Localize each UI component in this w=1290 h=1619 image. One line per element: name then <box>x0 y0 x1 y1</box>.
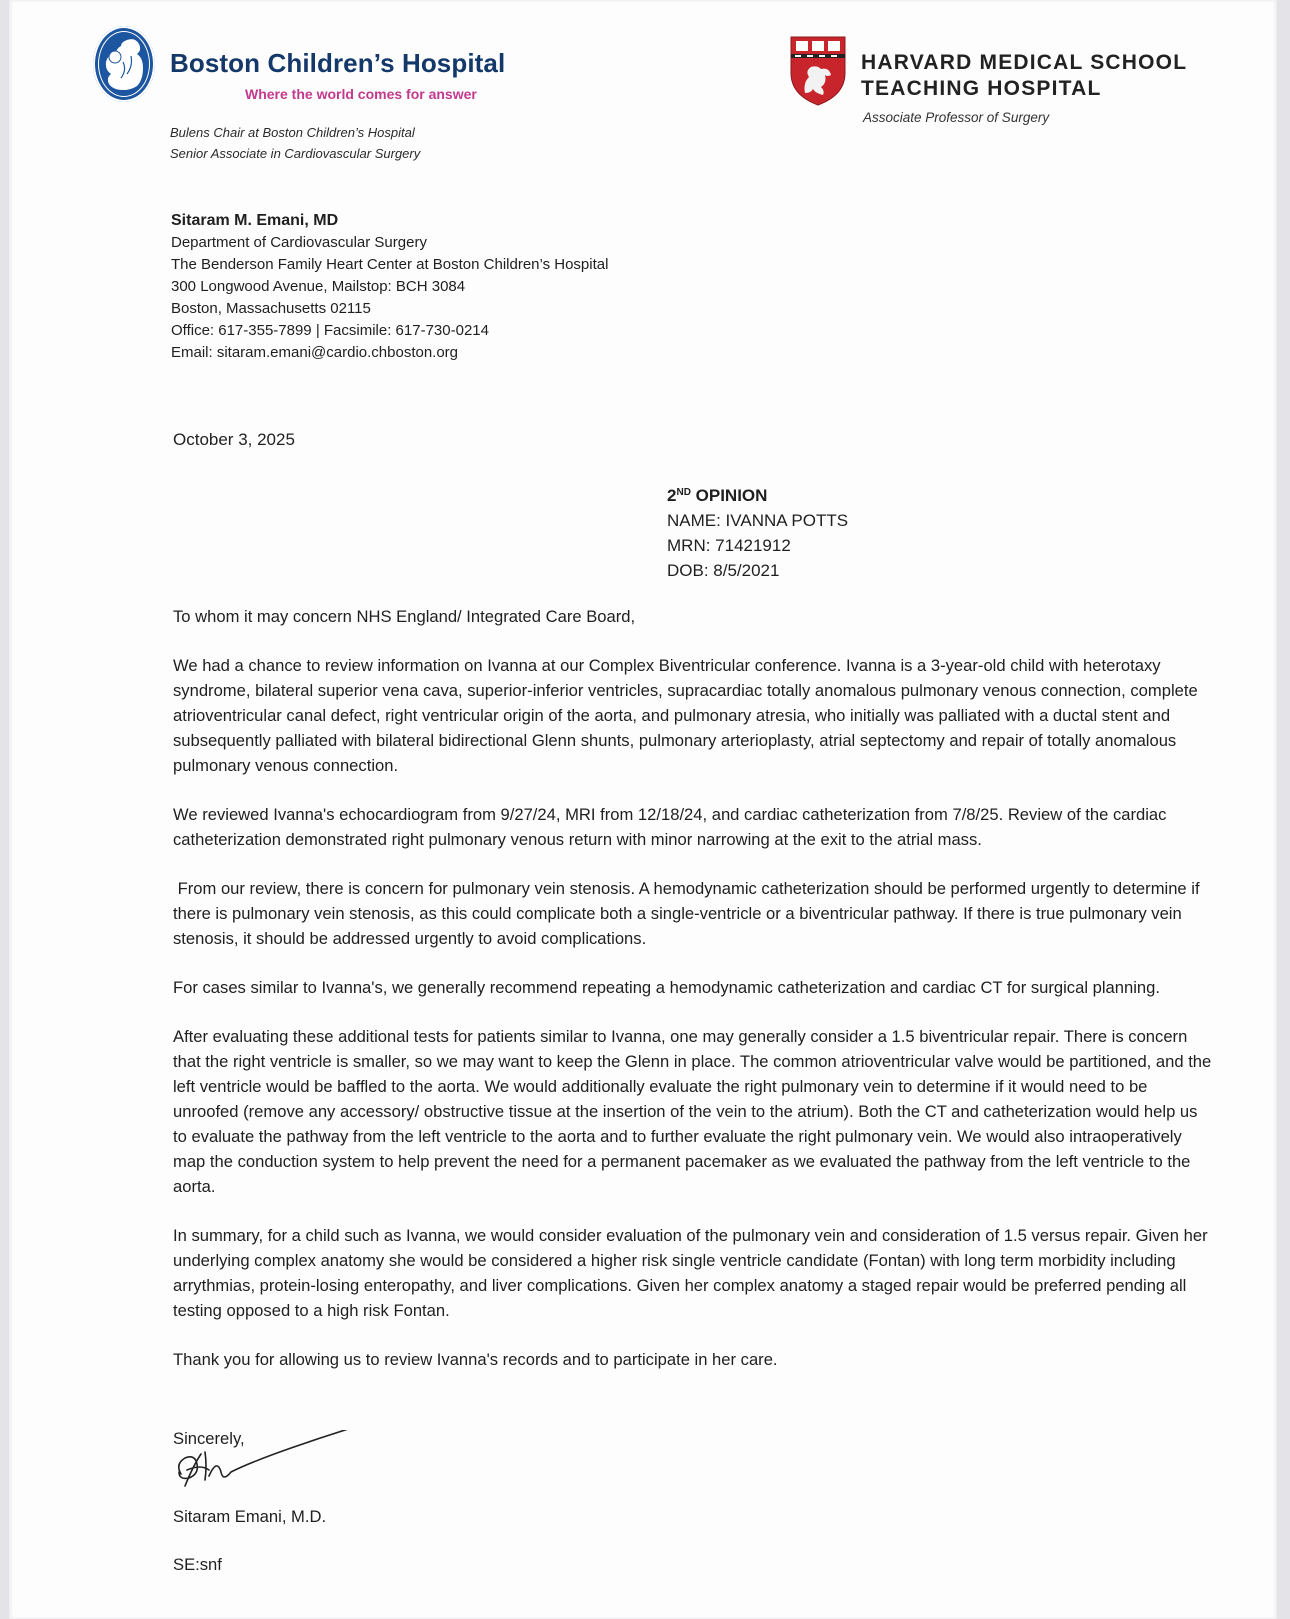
patient-reference-block <box>667 480 848 583</box>
handwritten-signature-icon <box>169 1430 379 1510</box>
role-line: Bulens Chair at Boston Children’s Hospital <box>170 125 415 140</box>
ordinal-suffix: ND <box>676 487 691 498</box>
closing: Sincerely, <box>173 1429 245 1448</box>
paragraph-imaging-review: We reviewed Ivanna's echocardiogram from 9/27/24, MRI from 12/18/24, and cardiac catheterization from 7/8/25. Review of the cardiac catheterization demonstrated right pulmonary venous return with minor narrowing at the exit to the atrial mass. <box>173 805 1172 849</box>
letter-body <box>173 604 1213 1396</box>
salutation: To whom it may concern NHS England/ Integrated Care Board, <box>173 607 636 626</box>
sender-phone: Office: 617-355-7899 | Facsimile: 617-730-0214 <box>171 322 489 339</box>
patient-dob: DOB: 8/5/2021 <box>667 561 780 580</box>
opinion-title: OPINION <box>690 486 768 505</box>
sender-center: The Benderson Family Heart Center at Boston Children’s Hospital <box>171 256 609 273</box>
ordinal-number: 2 <box>667 486 677 505</box>
letter-date: October 3, 2025 <box>173 430 295 449</box>
typist-initials: SE:snf <box>173 1555 222 1574</box>
patient-mrn: MRN: 71421912 <box>667 536 791 555</box>
paragraph-conference-summary: We had a chance to review information on Ivanna at our Complex Biventricular conference. Ivanna is a 3-year-old child with heterotaxy syndrome, bilateral superior vena cava, superior-inferior ventricles, supracardiac totally anomalous pulmonary venous connection, complete atrioventricular canal defect, right ventricular origin of the aorta, and pulmonary atresia, who initially was palliated with a ductal stent and subsequently palliated with bilateral bidirectional Glenn shunts, pulmonary arterioplasty, atrial septectomy and repair of totally anomalous pulmonary venous connection. <box>173 656 1198 775</box>
sender-address: 300 Longwood Avenue, Mailstop: BCH 3084 <box>171 278 466 295</box>
sender-email: Email: sitaram.emani@cardio.chboston.org <box>171 344 459 361</box>
harvard-name-line2: TEACHING HOSPITAL <box>861 77 1102 100</box>
sender-department: Department of Cardiovascular Surgery <box>171 234 427 251</box>
harvard-name <box>861 50 1187 102</box>
harvard-shield-icon <box>789 35 847 107</box>
hospital-tagline: Where the world comes for answer <box>245 86 477 102</box>
paragraph-thanks: Thank you for allowing us to review Ivanna's records and to participate in her care. <box>173 1350 778 1369</box>
paragraph-recommendation: For cases similar to Ivanna's, we generally recommend repeating a hemodynamic catheterization and cardiac CT for surgical planning. <box>173 978 1160 997</box>
patient-name: NAME: IVANNA POTTS <box>667 511 849 530</box>
mother-child-seal-icon <box>93 26 155 102</box>
opinion-heading <box>667 480 848 508</box>
sender-name: Sitaram M. Emani, MD <box>171 212 339 229</box>
paragraph-summary: In summary, for a child such as Ivanna, we would consider evaluation of the pulmonary vein and consideration of 1.5 versus repair. Given her underlying complex anatomy she would be considered a higher risk single ventricle candidate (Fontan) with long term morbidity including arrythmias, protein-losing enteropathy, and liver complications. Given her complex anatomy a staged repair would be preferred pending all testing opposed to a high risk Fontan. <box>173 1226 1208 1320</box>
paragraph-vein-stenosis: From our review, there is concern for pulmonary vein stenosis. A hemodynamic catheterization should be performed urgently to determine if there is pulmonary vein stenosis, as this could complicate both a single-ventricle or a biventricular pathway. If there is true pulmonary vein stenosis, it should be addressed urgently to avoid complications. <box>173 879 1205 948</box>
hospital-name: Boston Children’s Hospital <box>170 48 506 78</box>
paragraph-repair-plan: After evaluating these additional tests for patients similar to Ivanna, one may generally consider a 1.5 biventricular repair. There is concern that the right ventricle is smaller, so we may want to keep the Glenn in place. The common atrioventricular valve would be partitioned, and the left ventricle would be baffled to the aorta. We would additionally evaluate the right pulmonary vein to determine if it would need to be unroofed (remove any accessory/ obstructive tissue at the insertion of the vein to the atrium). Both the CT and catheterization would help us to evaluate the pathway from the left ventricle to the aorta and to further evaluate the right pulmonary vein. We would also intraoperatively map the conduction system to help prevent the need for a permanent pacemaker as we evaluated the pathway from the left ventricle to the aorta. <box>173 1027 1212 1196</box>
signer-name: Sitaram Emani, M.D. <box>173 1507 327 1526</box>
harvard-name-line1: HARVARD MEDICAL SCHOOL <box>861 51 1188 74</box>
letter-page <box>9 0 1277 1619</box>
sender-block <box>171 210 608 364</box>
harvard-role: Associate Professor of Surgery <box>863 110 1050 125</box>
sender-city: Boston, Massachusetts 02115 <box>171 300 371 317</box>
role-line: Senior Associate in Cardiovascular Surgery <box>170 146 421 161</box>
